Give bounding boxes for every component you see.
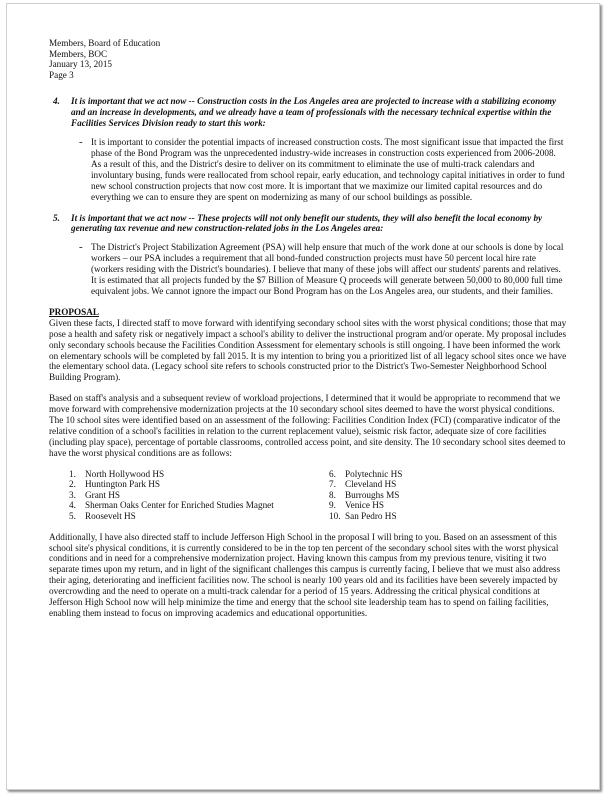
bullet-marker: - bbox=[79, 136, 83, 149]
point-number: 4. bbox=[53, 96, 60, 107]
letter-date: January 13, 2015 bbox=[49, 59, 113, 70]
proposal-paragraph-1: Given these facts, I directed staff to move forward with identifying secondary school sites with the worst physical conditions; those that may pose a health and safety risk or negatively impact a school's ability to deliver the instructional program and/or operate. My proposal includes only secondary schools because the Facilities Condition Assessment for elementary schools is still ongoing. I have been informed the work on elementary schools will be completed by fall 2015. It is my intention to bring you a prioritized list of all legacy school sites once we have the elementary school data. (Legacy school site refers to schools constructed prior to the District's Two-Semester Neighborhood School Building Program). bbox=[49, 317, 567, 383]
school-item: 6. Polytechnic HS bbox=[329, 468, 403, 479]
school-list-right bbox=[329, 469, 529, 522]
point-4-bullet bbox=[79, 137, 567, 202]
bullet-text: The District's Project Stabilization Agreement (PSA) will help ensure that much of the work done at our schools is done by local workers – our PSA includes a requirement that all bond-funded construction projects must have 50 percent local hire rate (workers residing with the District's boundaries). I believe that many of these jobs will affect our students' parents and relatives. It is estimated that all projects funded by the $7 Billion of Measure Q proceeds will generate between 50,000 to 80,000 full time equivalent jobs. We cannot ignore the impact our Bond Program has on the Los Angeles area, our students, and their families. bbox=[91, 242, 564, 296]
school-item: 7. Cleveland HS bbox=[329, 479, 397, 490]
school-list bbox=[69, 469, 567, 522]
school-item: 3. Grant HS bbox=[69, 489, 120, 500]
point-5-heading bbox=[49, 213, 567, 235]
page-number: Page 3 bbox=[49, 69, 74, 80]
recipient-line-2: Members, BOC bbox=[49, 48, 108, 59]
proposal-title: PROPOSAL bbox=[49, 306, 100, 317]
school-item: 10. San Pedro HS bbox=[329, 511, 397, 522]
point-heading-text: It is important that we act now -- These projects will not only benefit our students, they will also benefit the local economy by generating tax revenue and new construction-related jobs in the Los Angeles area: bbox=[71, 212, 543, 234]
page-content bbox=[49, 38, 567, 629]
school-item: 1. North Hollywood HS bbox=[69, 468, 165, 479]
school-item: 9. Venice HS bbox=[329, 500, 385, 511]
point-4-heading bbox=[49, 96, 567, 129]
point-number: 5. bbox=[53, 212, 60, 223]
bullet-text: It is important to consider the potential impacts of increased construction costs. The most significant issue that impacted the first phase of the Bond Program was the unprecedented industry-wide increases in construction costs experienced from 2006-2008. As a result of this, and the District's desire to deliver on its commitment to eliminate the use of multi-track calendars and involuntary busing, funds were reallocated from school repair, early education, and technology capital initiatives in order to fund new school construction projects that now cost more. It is important that we maximize our limited capital resources and do everything we can to ensure they are spent on modernizing as many of our school buildings as possible. bbox=[91, 137, 565, 202]
recipient-line-1: Members, Board of Education bbox=[49, 38, 161, 48]
point-5-bullet bbox=[79, 242, 567, 297]
school-item: 5. Roosevelt HS bbox=[69, 511, 136, 522]
proposal-paragraph-3: Additionally, I have also directed staff to include Jefferson High School in the proposal I will bring to you. Based on an assessment of this school site's physical conditions, it is currently considered to be in the top ten percent of the secondary school sites with the worst physical conditions and in need for a comprehensive modernization project. Having known this campus from my previous tenure, visiting it two separate times upon my return, and in light of the significant challenges this campus is currently facing, I believe that we must also address their aging, deteriorating and inefficient facilities now. The school is nearly 100 years old and its facilities have been severely impacted by overcrowding and the need to operate on a multi-track calendar for a period of 15 years. Addressing the critical physical conditions at Jefferson High School now will help minimize the time and energy that the school site leadership team has to spend on failing facilities, enabling them instead to focus on improving academics and educational opportunities. bbox=[49, 531, 561, 618]
proposal-paragraph-2: Based on staff's analysis and a subsequent review of workload projections, I determined that it would be appropriate to recommend that we move forward with comprehensive modernization projects at the 10 secondary school sites deemed to have the worst physical conditions. The 10 school sites were identified based on an assessment of the following: Facilities Condition Index (FCI) (comparative indicator of the relative condition of a school's facilities in relation to the current replacement value), seismic risk factor, adequate size of core facilities (including play space), percentage of portable classrooms, controlled access point, and site density. The 10 secondary school sites deemed to have the worst physical conditions are as follows: bbox=[49, 393, 566, 458]
school-item: 2. Huntington Park HS bbox=[69, 479, 161, 490]
letter-header bbox=[49, 38, 567, 80]
document-page bbox=[6, 3, 600, 790]
school-list-left bbox=[69, 469, 329, 522]
school-item: 4. Sherman Oaks Center for Enriched Studies Magnet bbox=[69, 500, 274, 511]
point-heading-text: It is important that we act now -- Construction costs in the Los Angeles area are projected to increase with a stabilizing economy and an increase in developments, and we already have a team of professionals with the necessary technical expertise within the Facilities Services Division ready to start this work: bbox=[71, 96, 557, 129]
bullet-marker: - bbox=[79, 241, 83, 254]
school-item: 8. Burroughs MS bbox=[329, 489, 400, 500]
